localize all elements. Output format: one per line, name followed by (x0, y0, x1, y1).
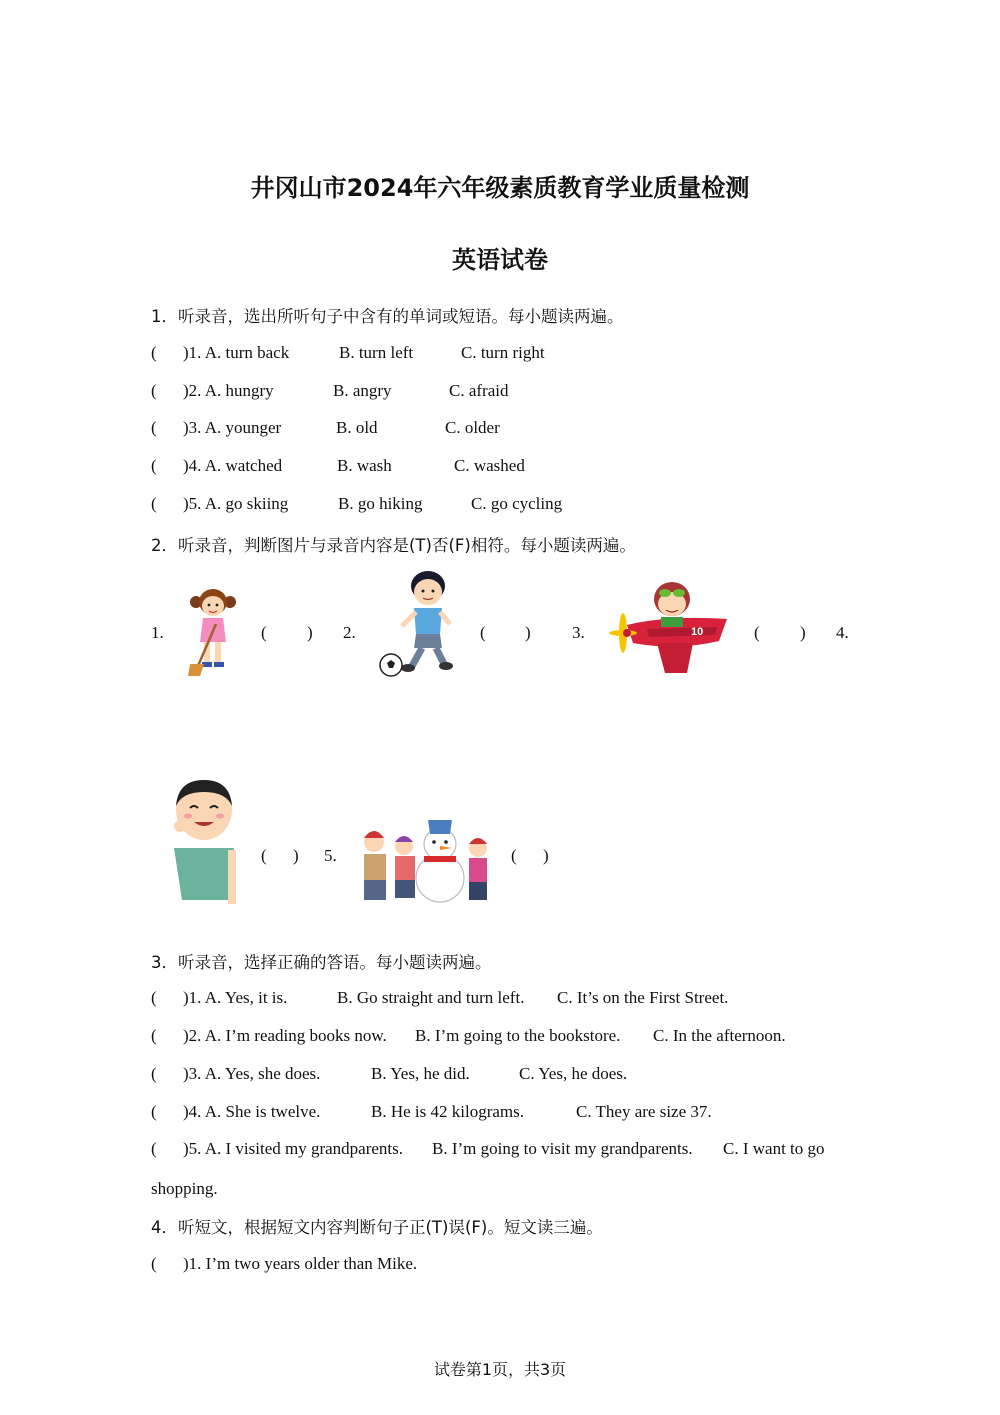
question-option-a: )1. A. turn back (183, 343, 290, 362)
picture-label-1: 1. (151, 623, 164, 642)
picture-label-3: 3. (572, 623, 585, 642)
plane-number: 10 (691, 626, 704, 638)
answer-paren-close: ) (293, 846, 299, 865)
question-option-a: )4. A. watched (183, 456, 283, 475)
question-option-b: B. I’m going to the bookstore. (415, 1026, 621, 1045)
question-option-c: C. In the afternoon. (653, 1026, 786, 1045)
question-option-b: B. wash (337, 456, 392, 475)
answer-paren-close: ) (800, 623, 806, 642)
question-option-c: C. washed (454, 456, 525, 475)
boy-football-illustration (378, 568, 458, 680)
question-option-b: B. old (336, 418, 378, 437)
answer-paren: ( (151, 418, 157, 437)
question-option-c: C. older (445, 418, 500, 437)
question-option-b: B. turn left (339, 343, 414, 362)
statement-text: )1. I’m two years older than Mike. (183, 1254, 418, 1273)
question-option-c: C. It’s on the First Street. (557, 988, 729, 1007)
answer-paren: ( (151, 1102, 157, 1121)
question-option-a: )4. A. She is twelve. (183, 1102, 321, 1121)
answer-paren: ( (151, 456, 157, 475)
question-option-c: C. Yes, he does. (519, 1064, 628, 1083)
section3-heading: 3．听录音，选择正确的答语。每小题读两遍。 (151, 953, 492, 972)
question-option-b: B. Go straight and turn left. (337, 988, 525, 1007)
answer-paren: ( (151, 343, 157, 362)
question-option-b: B. go hiking (338, 494, 423, 513)
answer-paren-open: ( (754, 623, 760, 642)
question-option-a: )1. A. Yes, it is. (183, 988, 288, 1007)
question-option-a: )2. A. hungry (183, 381, 274, 400)
answer-paren-open: ( (480, 623, 486, 642)
question-option-a: )3. A. younger (183, 418, 282, 437)
page-footer: 试卷第1页，共3页 (433, 1360, 567, 1379)
snowman-children-illustration (358, 814, 492, 910)
answer-paren: ( (151, 988, 157, 1007)
section1-heading: 1．听录音，选出所听句子中含有的单词或短语。每小题读两遍。 (151, 307, 624, 326)
man-smiling-illustration (168, 776, 240, 910)
question-option-c: C. afraid (449, 381, 509, 400)
question-option-b: B. I’m going to visit my grandparents. (432, 1139, 693, 1158)
question-option-b: B. He is 42 kilograms. (371, 1102, 524, 1121)
answer-paren-open: ( (261, 623, 267, 642)
picture-label-5: 5. (324, 846, 337, 865)
section4-heading: 4．听短文，根据短文内容判断句子正(T)误(F)。短文读三遍。 (151, 1218, 603, 1237)
question-option-a: )5. A. go skiing (183, 494, 289, 513)
picture-label-2: 2. (343, 623, 356, 642)
question-option-c: C. go cycling (471, 494, 563, 513)
answer-paren: ( (151, 1064, 157, 1083)
answer-paren-close: ) (543, 846, 549, 865)
section2-heading: 2．听录音，判断图片与录音内容是(T)否(F)相符。每小题读两遍。 (151, 536, 636, 555)
answer-paren: ( (151, 1139, 157, 1158)
question-option-a: )3. A. Yes, she does. (183, 1064, 321, 1083)
answer-paren-close: ) (307, 623, 313, 642)
answer-paren: ( (151, 494, 157, 513)
question-option-a: )5. A. I visited my grandparents. (183, 1139, 404, 1158)
answer-paren: ( (151, 381, 157, 400)
answer-paren: ( (151, 1254, 157, 1273)
page-subtitle: 英语试卷 (452, 246, 548, 274)
question-option-a: )2. A. I’m reading books now. (183, 1026, 387, 1045)
answer-paren-open: ( (511, 846, 517, 865)
question-option-b: B. angry (333, 381, 392, 400)
boy-airplane-illustration (607, 577, 731, 679)
girl-sweeping-illustration (186, 586, 242, 678)
answer-paren-close: ) (525, 623, 531, 642)
page-title: 井冈山市2024年六年级素质教育学业质量检测 (250, 174, 750, 202)
question-option-c: C. turn right (461, 343, 545, 362)
question-option-b: B. Yes, he did. (371, 1064, 470, 1083)
answer-paren: ( (151, 1026, 157, 1045)
question-option-c: C. They are size 37. (576, 1102, 712, 1121)
wrapped-text: shopping. (151, 1179, 218, 1198)
picture-label-4: 4. (836, 623, 849, 642)
answer-paren-open: ( (261, 846, 267, 865)
question-option-c: C. I want to go (723, 1139, 825, 1158)
